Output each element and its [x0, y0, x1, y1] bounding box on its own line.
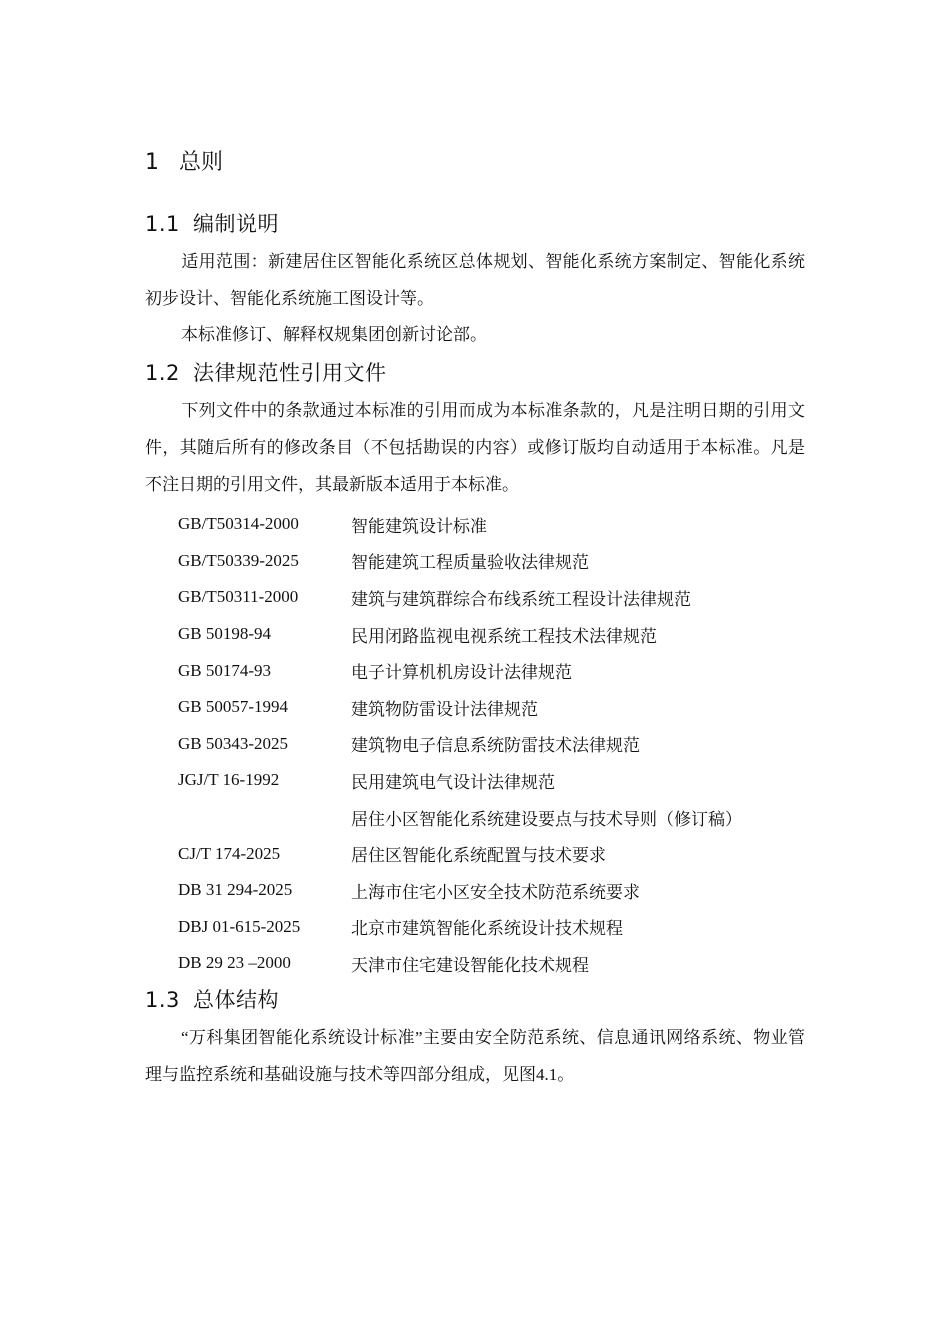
section-number: 1.1 — [145, 212, 180, 236]
chapter-title: 总则 — [179, 150, 224, 175]
reference-item — [178, 726, 818, 763]
reference-title: 智能建筑工程质量验收法律规范 — [351, 553, 589, 573]
section-title: 法律规范性引用文件 — [193, 361, 387, 385]
reference-code: GB 50343-2025 — [178, 733, 289, 753]
reference-code: DBJ 01-615-2025 — [178, 916, 301, 936]
chapter-number: 1 — [145, 150, 159, 175]
reference-title: 建筑物电子信息系统防雷技术法律规范 — [351, 736, 640, 756]
reference-code: JGJ/T 16-1992 — [178, 770, 280, 790]
reference-item — [178, 543, 818, 580]
section-number: 1.2 — [145, 361, 180, 385]
reference-item — [178, 909, 818, 946]
reference-item — [178, 689, 818, 726]
reference-code: GB 50198-94 — [178, 624, 272, 644]
chapter-heading — [145, 145, 223, 176]
reference-title: 民用闭路监视电视系统工程技术法律规范 — [351, 626, 657, 646]
reference-item — [178, 652, 818, 689]
reference-title: 居住区智能化系统配置与技术要求 — [351, 846, 606, 866]
reference-title: 天津市住宅建设智能化技术规程 — [351, 955, 589, 975]
reference-code: GB 50174-93 — [178, 660, 272, 680]
section-heading-1-1 — [145, 208, 279, 238]
reference-item — [178, 872, 818, 909]
reference-code: DB 31 294-2025 — [178, 880, 293, 900]
reference-item — [178, 506, 818, 543]
reference-title: 电子计算机机房设计法律规范 — [351, 663, 572, 683]
reference-item — [178, 579, 818, 616]
reference-code: GB/T50339-2025 — [178, 550, 299, 570]
reference-item — [178, 799, 818, 836]
reference-code: GB/T50314-2000 — [178, 514, 299, 534]
reference-item — [178, 835, 818, 872]
section-heading-1-3 — [145, 984, 279, 1014]
reference-title: 北京市建筑智能化系统设计技术规程 — [351, 919, 623, 939]
reference-code: GB 50057-1994 — [178, 697, 289, 717]
reference-item — [178, 616, 818, 653]
reference-title: 建筑物防雷设计法律规范 — [351, 699, 538, 719]
section-title: 总体结构 — [193, 988, 279, 1012]
paragraph-authority: 本标准修订、解释权规集团创新讨论部。 — [181, 325, 487, 344]
reference-list — [178, 506, 818, 982]
reference-code: GB/T50311-2000 — [178, 587, 299, 607]
section-heading-1-2 — [145, 357, 387, 387]
reference-title: 民用建筑电气设计法律规范 — [351, 772, 555, 792]
reference-title: 建筑与建筑群综合布线系统工程设计法律规范 — [351, 589, 691, 609]
reference-item — [178, 762, 818, 799]
section-number: 1.3 — [145, 988, 180, 1012]
section-title: 编制说明 — [193, 212, 279, 236]
reference-code: DB 29 23 –2000 — [178, 953, 291, 973]
reference-title: 居住小区智能化系统建设要点与技术导则（修订稿） — [351, 809, 742, 829]
paragraph-scope: 适用范围：新建居住区智能化系统区总体规划、智能化系统方案制定、智能化系统初步设计、智能化系统施工图设计等。 — [145, 252, 805, 308]
paragraph-references-intro: 下列文件中的条款通过本标准的引用而成为本标准条款的，凡是注明日期的引用文件，其随后所有的修改条目（不包括勘误的内容）或修订版均自动适用于本标准。凡是不注日期的引用文件，其最新版本适用于本标准。 — [145, 401, 805, 494]
reference-title: 智能建筑设计标准 — [351, 516, 487, 536]
paragraph-structure: “万科集团智能化系统设计标准”主要由安全防范系统、信息通讯网络系统、物业管理与监控系统和基础设施与技术等四部分组成，见图4.1。 — [145, 1028, 805, 1084]
reference-code: CJ/T 174-2025 — [178, 843, 281, 863]
reference-title: 上海市住宅小区安全技术防范系统要求 — [351, 882, 640, 902]
reference-item — [178, 945, 818, 982]
